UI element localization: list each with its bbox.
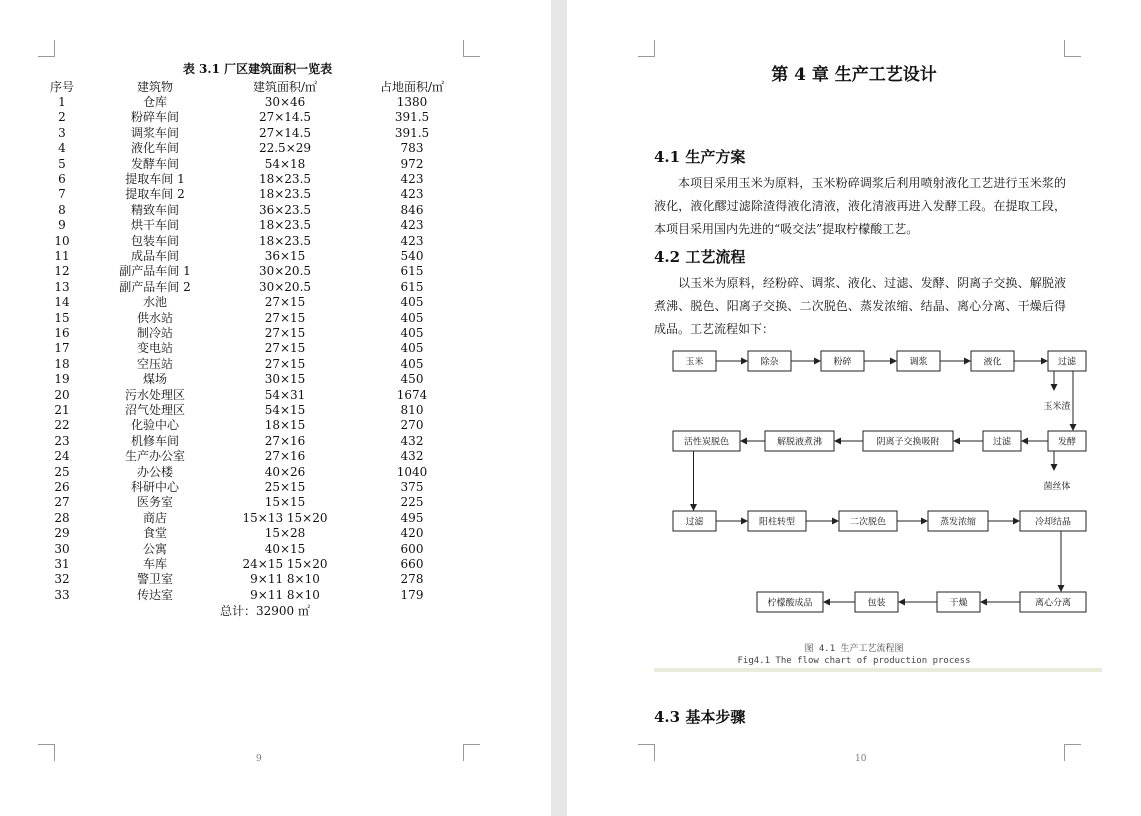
cell-no: 17: [54, 341, 70, 356]
cell-land: 450: [400, 372, 424, 387]
cell-land: 600: [400, 541, 424, 556]
cell-area: 25×15: [264, 480, 306, 494]
flow-step: [673, 351, 716, 371]
cell-land: 391.5: [394, 125, 430, 140]
cell-no: 15: [54, 310, 70, 325]
cell-area: 27×16: [264, 449, 306, 464]
cell-area: 27×14.5: [258, 125, 312, 140]
cell-no: 26: [54, 480, 70, 494]
cell-name: 供水站: [136, 310, 174, 325]
flow-step: [863, 431, 953, 451]
cell-no: 9: [58, 218, 66, 233]
flow-step: [897, 351, 940, 371]
cell-land: 391.5: [394, 110, 430, 125]
byproduct-label: 玉米渣: [1043, 402, 1071, 412]
cell-no: 13: [54, 279, 70, 294]
flow-box-label: 发酵: [1057, 437, 1077, 448]
cell-land: 783: [400, 141, 424, 156]
page-right: [567, 0, 1141, 816]
section-4-2-title: 4.2 工艺流程: [654, 248, 746, 266]
section-4-3-title: 4.3 基本步骤: [654, 708, 746, 726]
flow-box-label: 柠檬酸成品: [767, 598, 813, 609]
flow-step: [1048, 351, 1086, 371]
cell-land: 179: [400, 587, 424, 602]
cell-name: 调浆车间: [130, 125, 180, 140]
cell-name: 沼气处理区: [124, 403, 186, 417]
cell-area: 36×23.5: [258, 202, 312, 217]
flow-box-label: 过滤: [992, 437, 1012, 448]
crop-mark: [463, 40, 480, 57]
cell-area: 18×23.5: [258, 187, 312, 202]
cell-name: 液化车间: [130, 141, 180, 156]
flow-box-label: 二次脱色: [849, 517, 887, 528]
flow-box-label: 包装: [867, 598, 886, 609]
flow-box-label: 解脱液煮沸: [776, 437, 823, 448]
cell-no: 8: [58, 202, 66, 217]
flow-step: [928, 511, 988, 531]
cell-no: 30: [54, 541, 70, 556]
flow-step: [748, 351, 791, 371]
flow-box-label: 冷却结晶: [1034, 517, 1072, 528]
header-land: 占地面积/㎡: [379, 80, 445, 94]
cell-name: 商店: [142, 510, 168, 525]
cell-no: 6: [58, 172, 66, 186]
cell-name: 车库: [142, 557, 168, 571]
cell-name: 仓库: [142, 95, 168, 109]
cell-land: 540: [400, 249, 424, 263]
cell-land: 420: [400, 526, 424, 541]
cell-no: 25: [54, 464, 70, 479]
cell-land: 1040: [396, 464, 428, 479]
cell-land: 1380: [396, 95, 428, 109]
crop-mark: [1064, 744, 1081, 761]
cell-land: 615: [400, 264, 424, 279]
header-area: 建筑面积/㎡: [252, 80, 318, 94]
cell-area: 18×23.5: [258, 233, 312, 248]
flow-box-label: 干燥: [949, 598, 968, 609]
cell-land: 432: [400, 449, 424, 464]
cell-no: 21: [54, 403, 70, 417]
cell-area: 30×15: [264, 372, 306, 387]
cell-area: 54×18: [264, 156, 306, 171]
cell-name: 提取车间 1: [125, 172, 185, 186]
cell-area: 40×15: [264, 541, 306, 556]
flow-step: [839, 511, 897, 531]
cell-area: 15×28: [264, 526, 306, 541]
cell-area: 30×46: [264, 95, 306, 109]
cell-name: 副产品车间 1: [119, 264, 191, 279]
flow-box-label: 调浆: [909, 357, 928, 368]
cell-area: 36×15: [264, 249, 306, 263]
cell-name: 警卫室: [136, 572, 174, 587]
cell-no: 20: [54, 387, 70, 402]
cell-name: 烘干车间: [130, 218, 180, 233]
cell-area: 9×11 8×10: [250, 572, 320, 587]
cell-name: 生产办公室: [124, 449, 186, 464]
cell-land: 225: [400, 495, 424, 510]
cell-area: 27×14.5: [258, 110, 312, 125]
flow-box-label: 除杂: [760, 357, 779, 368]
flow-step: [765, 431, 834, 451]
cell-land: 278: [400, 572, 424, 587]
flow-box-label: 过滤: [685, 517, 704, 528]
cell-land: 405: [400, 356, 424, 371]
flow-box-label: 离心分离: [1034, 598, 1072, 609]
table-caption: 表 3.1 厂区建筑面积一览表: [182, 62, 333, 76]
flow-box-label: 活性炭脱色: [683, 437, 730, 448]
cell-name: 化验中心: [130, 418, 180, 433]
flow-step: [971, 351, 1014, 371]
cell-area: 27×15: [264, 295, 306, 310]
cell-area: 18×23.5: [258, 218, 312, 233]
cell-name: 水池: [142, 295, 168, 310]
flow-box-label: 阴离子交换吸附: [876, 437, 940, 448]
cell-land: 423: [400, 172, 424, 186]
cell-no: 28: [54, 510, 70, 525]
cell-land: 270: [400, 418, 424, 433]
cell-name: 科研中心: [130, 480, 180, 494]
cell-land: 405: [400, 295, 424, 310]
cell-name: 粉碎车间: [130, 110, 180, 125]
flow-step: [748, 511, 806, 531]
cell-area: 15×15: [264, 495, 306, 510]
table-total: 总计：32900 ㎡: [220, 604, 310, 618]
cell-area: 18×15: [264, 418, 306, 433]
flow-step: [1020, 511, 1086, 531]
cell-no: 2: [58, 110, 66, 125]
cell-name: 制冷站: [136, 326, 174, 340]
cell-area: 22.5×29: [258, 141, 312, 156]
cell-area: 27×15: [264, 310, 306, 325]
cell-name: 提取车间 2: [125, 187, 185, 202]
cell-area: 18×23.5: [258, 172, 312, 186]
cell-no: 1: [58, 95, 66, 109]
cell-no: 5: [58, 156, 66, 171]
cell-area: 30×20.5: [258, 279, 312, 294]
flow-box-label: 过滤: [1057, 357, 1077, 368]
cell-name: 空压站: [136, 356, 174, 371]
cell-area: 27×16: [264, 433, 306, 448]
cell-name: 变电站: [136, 341, 174, 356]
cell-name: 医务室: [136, 495, 174, 510]
cell-area: 27×15: [264, 341, 306, 356]
section-4-2-text: 以玉米为原料，经粉碎、调浆、液化、过滤、发酵、阴离子交换、解脱液煮沸、脱色、阳离子交换、二次脱色、蒸发浓缩、结晶、离心分离、干燥后得成品。工艺流程如下：: [654, 276, 1066, 336]
cell-no: 12: [54, 264, 70, 279]
cell-area: 9×11 8×10: [250, 587, 320, 602]
cell-no: 19: [54, 372, 70, 387]
cell-land: 423: [400, 218, 424, 233]
crop-mark: [38, 40, 55, 57]
flow-box-label: 阳柱转型: [758, 517, 796, 528]
cell-area: 27×15: [264, 326, 306, 340]
crop-mark: [638, 744, 655, 761]
cell-name: 精致车间: [130, 202, 180, 217]
cell-name: 机修车间: [130, 433, 180, 448]
flow-step: [673, 511, 716, 531]
cell-name: 污水处理区: [124, 387, 186, 402]
cell-no: 22: [54, 418, 70, 433]
figure-caption-cn: 图 4.1 生产工艺流程图: [804, 644, 904, 654]
cell-name: 传达室: [136, 587, 174, 602]
page-number-right: 10: [855, 754, 867, 764]
cell-land: 1674: [396, 387, 428, 402]
cell-name: 公寓: [142, 541, 168, 556]
section-4-1-title: 4.1 生产方案: [654, 148, 746, 166]
cell-land: 405: [400, 310, 424, 325]
cell-no: 31: [54, 557, 70, 571]
cell-no: 3: [58, 125, 66, 140]
cell-land: 846: [400, 202, 424, 217]
cell-area: 30×20.5: [258, 264, 312, 279]
figure-caption-en: Fig4.1 The flow chart of production process: [737, 656, 971, 666]
cell-name: 办公楼: [136, 464, 174, 479]
process-flowchart: [567, 0, 1141, 640]
page-number-left: 9: [256, 754, 262, 764]
cell-no: 29: [54, 526, 70, 541]
cell-area: 27×15: [264, 356, 306, 371]
flow-step: [937, 592, 980, 612]
cell-area: 40×26: [264, 464, 306, 479]
cell-no: 23: [54, 433, 70, 448]
cell-name: 成品车间: [130, 249, 180, 263]
byproduct-label: 菌丝体: [1043, 482, 1071, 492]
cell-land: 660: [400, 557, 424, 571]
cell-land: 810: [400, 403, 424, 417]
flow-box-label: 玉米: [685, 357, 704, 368]
flow-step: [757, 592, 823, 612]
cell-no: 10: [54, 233, 70, 248]
cell-no: 16: [54, 326, 70, 340]
cell-area: 15×13 15×20: [242, 510, 328, 525]
flow-step: [821, 351, 864, 371]
flow-step: [673, 431, 740, 451]
cell-no: 11: [54, 249, 70, 263]
cell-no: 27: [54, 495, 70, 510]
flow-step: [983, 431, 1021, 451]
cell-no: 24: [54, 449, 70, 464]
crop-mark: [38, 744, 55, 761]
cell-no: 32: [54, 572, 70, 587]
cell-name: 食堂: [142, 526, 168, 541]
figure-divider: [654, 668, 1102, 672]
cell-land: 615: [400, 279, 424, 294]
flow-step: [1020, 592, 1086, 612]
cell-land: 405: [400, 341, 424, 356]
cell-land: 432: [400, 433, 424, 448]
cell-no: 7: [58, 187, 66, 202]
cell-name: 煤场: [142, 372, 168, 387]
cell-no: 18: [54, 356, 70, 371]
cell-land: 423: [400, 233, 424, 248]
cell-no: 33: [54, 587, 70, 602]
flow-box-label: 液化: [983, 357, 1002, 368]
flow-step: [855, 592, 898, 612]
cell-area: 54×31: [264, 387, 306, 402]
cell-no: 4: [58, 141, 66, 156]
cell-name: 包装车间: [130, 233, 180, 248]
header-no: 序号: [49, 80, 75, 94]
flow-step: [1048, 431, 1086, 451]
cell-no: 14: [54, 295, 70, 310]
cell-land: 405: [400, 326, 424, 340]
cell-land: 375: [400, 480, 424, 494]
cell-land: 423: [400, 187, 424, 202]
cell-area: 54×15: [264, 403, 306, 417]
flow-box-label: 粉碎: [833, 357, 852, 368]
cell-area: 24×15 15×20: [242, 557, 328, 571]
page-left: [0, 0, 551, 816]
header-name: 建筑物: [136, 80, 174, 94]
cell-land: 495: [400, 510, 424, 525]
chapter-title: 第 4 章 生产工艺设计: [771, 65, 937, 85]
crop-mark: [463, 744, 480, 761]
cell-name: 副产品车间 2: [119, 279, 191, 294]
section-4-1-text: 本项目采用玉米为原料，玉米粉碎调浆后利用喷射液化工艺进行玉米浆的液化，液化醪过滤除渣得液化清液，液化清液再进入发酵工段。在提取工段，本项目采用国内先进的“吸交法”提取柠檬酸工艺。: [654, 176, 1066, 236]
flow-box-label: 蒸发浓缩: [939, 517, 977, 528]
cell-land: 972: [400, 156, 424, 171]
cell-name: 发酵车间: [130, 156, 180, 171]
